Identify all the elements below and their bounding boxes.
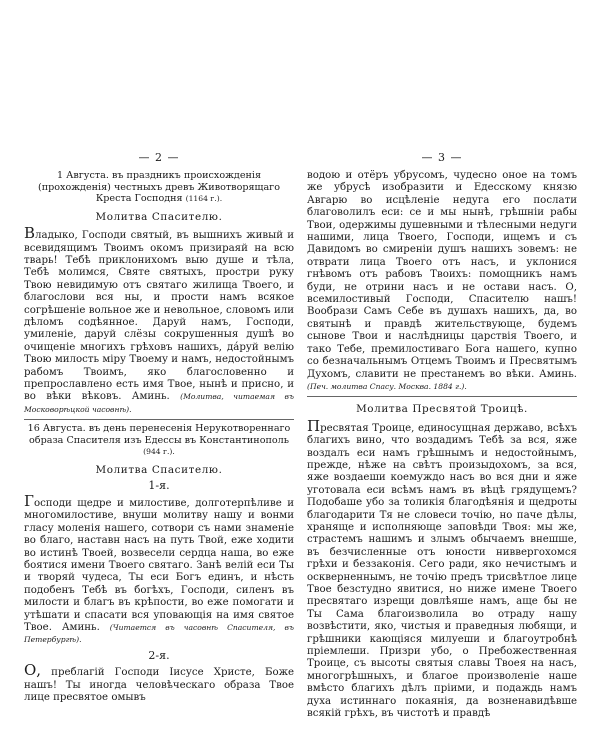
page-number: — 3 — [421,151,463,164]
feast-heading [24,170,294,205]
prayer-number: 2-я. [148,648,170,662]
prayer-text: Пресвятая Троице, единосущная державо, всѣхъ благихъ вино, что воздадимъ Тебѣ за вся, яже воздалъ еси намъ грѣшнымъ и недостойнымъ, прежде, нѣже на свѣтъ произыдохомъ, за вся, яже воздаеши коемуждо насъ во вся дни и яже уготовала еси всѣмъ намъ въ вѣцѣ грядущемъ? Подобаше убо за толикія благодѣянія и щедроты благодарити Тя не словеси точію, но паче дѣлы, храняще и исполняюще заповѣди Твоя: мы же, страстемъ нашимъ и злымъ обычаемъ внешше, въ безчисленные отъ юности ниввергохомся грѣхи и беззаконія. Сего ради, яко нечистымъ и оскверненнымъ, не точію предъ трисвѣтлое лице Твое безстудно явитися, но ниже имене Твоего пресвятаго изрещи довлѣяше намъ, аще бы не Ты Сама благоизволила во отраду нашу возвѣстити, яко, чистыя и праведныя любящи, и грѣшники кающіяся милуеши и благоутробнѣ пріемлеши. Призри убо, о Пребожественная Троице, съ высоты святыя славы Твоея на насъ, многогрѣшныхъ, и благое произволеніе наше вмѣсто благихъ дѣлъ пріими, и подаждь намъ духа истиннаго покаянія, да возненавидѣвше всякій грѣхъ, въ чистотѣ и правдѣ [307,416,577,720]
prayer-text-continued [307,170,577,393]
prayer-text-body: Владыко, Господи святый, въ вышнихъ живый и всевидящимъ Твоимъ окомъ призираяй на всю тварь! Тебѣ приклонихомъ выю душе и тѣла, Тебѣ молимся, Святе святыхъ, простри руку Твою невидимую отъ святаго жилища Твоего, и благослови вся ны, и прости намъ всякое согрѣшеніе вольное же и невольное, словомъ или дѣломъ содѣянное. Даруй намъ, Господи, умиленіе, даруй слёзы сокрушенныя душѣ во очищеніе многихъ грѣховъ нашихъ, да́руй велію Твою милость міру Твоему и намъ, недостойнымъ рабомъ Твоимъ, яко благословенно и препрославлено есть имя Твое, нынѣ и присно, и во вѣки вѣковъ. Аминь. [24,224,294,403]
feast-heading-main: 16 Августа. въ день перенесенія Нерукотвореннаго образа Спасителя изъ Едессы въ Константинополь [27,423,291,446]
prayer-text: О, преблагій Господи Іисусе Христе, Боже нашъ! Ты иногда человѣческаго образа Твое лице пресвятое омывъ [24,661,294,703]
section-divider [307,396,577,397]
section-divider [24,419,294,420]
left-page [24,152,294,704]
prayer-number: 1-я. [148,479,170,493]
feast-heading-date: (944 г.). [143,447,175,457]
feast-heading-date: (1164 г.). [185,194,223,204]
page-number: — 2 — [138,151,180,164]
prayer-text [24,224,294,416]
prayer-text [24,491,294,647]
feast-heading-main: 1 Августа. въ праздникъ происхожденія (прохожденія) честныхъ древъ Животворящаго Креста Господня [37,170,280,205]
prayer-source-note: (Печ. молитва Спасу. Москва. 1884 г.). [307,381,467,391]
prayer-text-body: водою и отёръ убрусомъ, чудесно оное на томъ же убрусѣ изобразити и Едесскому князю Авгарю во исцѣленіе недуга его послати благоволилъ еси: се и мы нынѣ, грѣшніи рабы Твои, одержимы душевными и тѣлесными недуги нашими, лица Твоего, Господи, ищемъ и съ Давидомъ во смиреніи душъ нашихъ зовемъ: не отврати лица Твоего отъ насъ, и уклонися гнѣвомъ отъ рабовъ Твоихъ: помощникъ намъ буди, не отрини насъ и не остави насъ. О, всемилостивый Господи, Спасителю нашъ! Вообрази Самъ Себе въ душахъ нашихъ, да, во святынѣ и правдѣ жительствующе, будемъ сынове Твои и наслѣдницы царствія Твоего, и тако Тебе, премилостиваго Бога нашего, купно со безначальнымъ Отцемъ Твоимъ и Пресвятымъ Духомъ, славити не престанемъ во вѣки. Аминь. [307,170,577,380]
prayer-title: Молитва Пресвятой Троицѣ. [356,403,528,416]
prayer-title: Молитва Спасителю. [95,464,223,477]
prayer-text-body: Господи щедре и милостиве, долготерпѣливе и многомилостиве, внуши молитву нашу и вонми гласу моленія нашего, сотвори съ нами знаменіе во благо, наставн насъ на путь Твой, еже ходити во истинѣ Твоей, возвесели сердца наша, во еже боятися имени Твоего святаго. Занѣ велій еси Ты и творяй чудеса, Ты еси Богъ единъ, и нѣсть подобенъ Тебѣ въ богѣхъ, Господи, силенъ въ милости и благъ въ крѣпости, во еже помогати и утѣшати и спасати вся уповающія на имя святое Твое. Аминь. [24,491,294,633]
prayer-title: Молитва Спасителю. [95,210,223,223]
right-page [307,152,577,720]
prayer-source-note: (Молитва, читаемая въ Московорѣцкой часовнѣ). [24,392,294,414]
prayer-source-note: (Читается въ часовнѣ Спасителя, въ Петербургѣ). [24,622,294,645]
feast-heading [24,423,294,458]
